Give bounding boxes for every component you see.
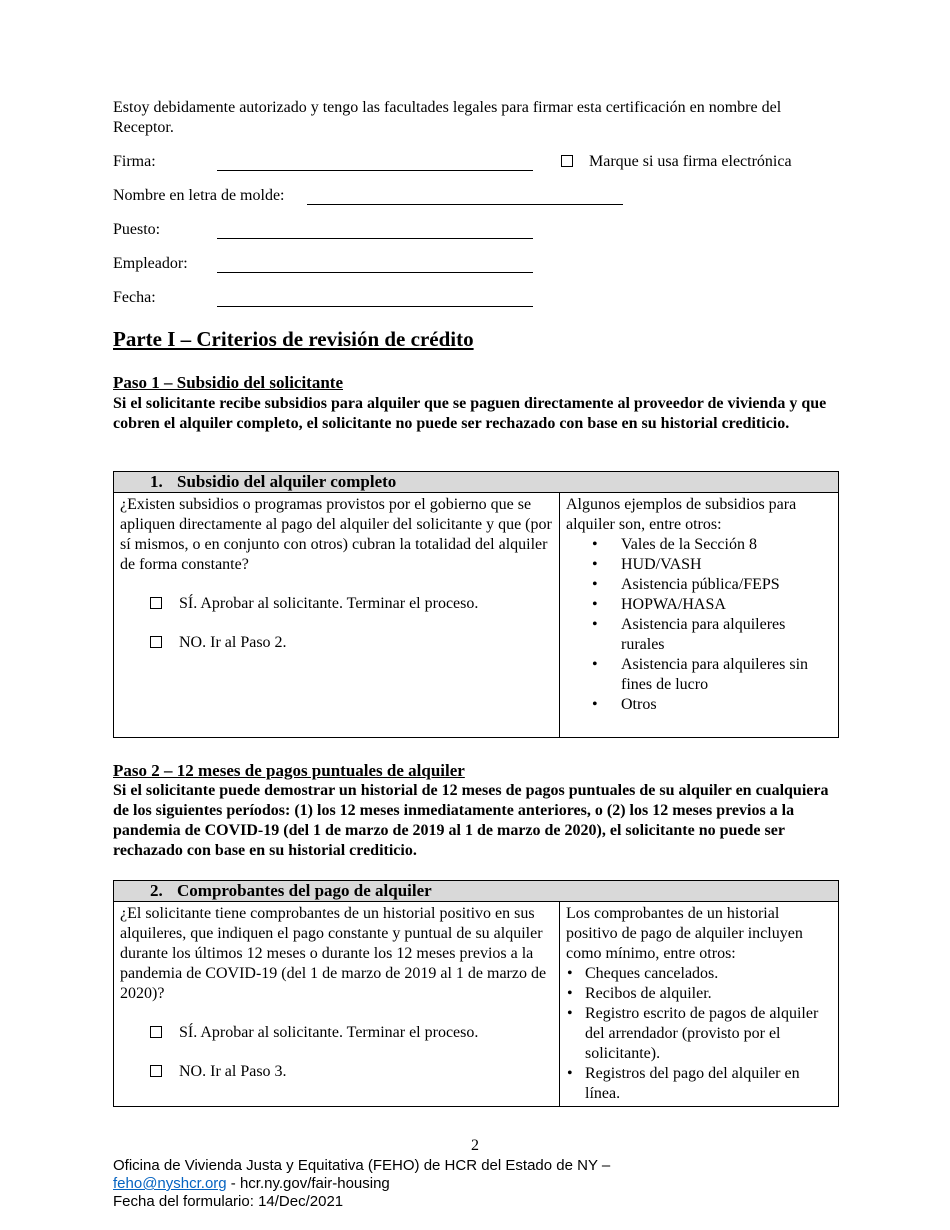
footer <box>113 1157 610 1211</box>
list-item: • Recibos de alquiler. <box>566 984 832 1004</box>
list-item: • Asistencia para alquileres rurales <box>566 615 832 655</box>
step2-no-label: NO. Ir al Paso 3. <box>179 1063 287 1080</box>
fecha-line[interactable] <box>217 306 533 307</box>
step1-table-number: 1. <box>150 472 163 491</box>
list-item: • HOPWA/HASA <box>566 595 832 615</box>
list-item: • Registro escrito de pagos de alquiler del arrendador (provisto por el solicitante). <box>566 1004 832 1064</box>
step2-proofs-cell <box>560 902 839 1107</box>
step1-examples-cell <box>560 493 839 738</box>
empleador-label: Empleador: <box>113 255 188 272</box>
step1-no-label: NO. Ir al Paso 2. <box>179 634 287 651</box>
list-item: • Registros del pago del alquiler en línea. <box>566 1064 832 1104</box>
page-number: 2 <box>471 1137 479 1154</box>
step1-title: Paso 1 – Subsidio del solicitante <box>113 373 344 392</box>
footer-email-link[interactable]: feho@nyshcr.org <box>113 1175 227 1192</box>
step1-examples-intro: Algunos ejemplos de subsidios para alquiler son, entre otros: <box>566 496 797 533</box>
step2-table-header <box>114 881 839 902</box>
fecha-label: Fecha: <box>113 289 156 306</box>
step2-proofs-intro: Los comprobantes de un historial positivo de pago de alquiler incluyen como mínimo, entre otros: <box>566 905 803 962</box>
step2-description: Si el solicitante puede demostrar un historial de 12 meses de pagos puntuales de su alquiler en cualquiera de los siguientes períodos: (1) los 12 meses inmediatamente anteriores, o (2) los 12 meses previos a la pandemia de COVID-19 (del 1 de marzo de 2019 al 1 de marzo de 2020), el solicitante no puede ser rechazado con base en su historial crediticio. <box>113 782 829 859</box>
electronic-signature-option[interactable] <box>561 153 792 171</box>
empleador-line[interactable] <box>217 272 533 273</box>
puesto-line[interactable] <box>217 238 533 239</box>
step2-yes-checkbox[interactable] <box>150 1026 162 1038</box>
step2-yes-option[interactable] <box>150 1023 553 1043</box>
step1-yes-label: SÍ. Aprobar al solicitante. Terminar el proceso. <box>179 595 479 612</box>
certification-statement: Estoy debidamente autorizado y tengo las facultades legales para firmar esta certificación en nombre del Receptor. <box>113 99 782 136</box>
footer-website: hcr.ny.gov/fair-housing <box>239 1175 390 1192</box>
step2-no-checkbox[interactable] <box>150 1065 162 1077</box>
footer-office: Oficina de Vivienda Justa y Equitativa (FEHO) de HCR del Estado de NY – <box>113 1157 611 1174</box>
step2-yes-label: SÍ. Aprobar al solicitante. Terminar el proceso. <box>179 1024 479 1041</box>
step1-question: ¿Existen subsidios o programas provistos por el gobierno que se apliquen directamente al pago del alquiler del solicitante y que (por sí mismos, o en conjunto con otros) cubran la totalidad del alquiler de forma constante? <box>120 496 552 573</box>
electronic-signature-label: Marque si usa firma electrónica <box>589 153 792 170</box>
electronic-signature-checkbox[interactable] <box>561 155 573 167</box>
firma-line[interactable] <box>217 170 533 171</box>
step1-examples-list <box>566 535 832 715</box>
list-item: • HUD/VASH <box>566 555 832 575</box>
step1-no-option[interactable] <box>150 633 553 653</box>
footer-contact <box>113 1175 610 1193</box>
step2-no-option[interactable] <box>150 1062 553 1082</box>
step2-table-number: 2. <box>150 881 163 900</box>
step1-no-checkbox[interactable] <box>150 636 162 648</box>
footer-separator: - <box>226 1175 240 1192</box>
firma-label: Firma: <box>113 153 156 170</box>
step2-question-cell <box>114 902 560 1107</box>
step1-table-header <box>114 472 839 493</box>
step1-table <box>113 471 839 738</box>
list-item: • Asistencia pública/FEPS <box>566 575 832 595</box>
list-item: • Asistencia para alquileres sin fines de lucro <box>566 655 832 695</box>
nombre-label: Nombre en letra de molde: <box>113 187 285 204</box>
step2-proofs-list <box>566 964 832 1104</box>
list-item: • Otros <box>566 695 832 715</box>
puesto-label: Puesto: <box>113 221 161 238</box>
step2-table <box>113 880 839 1107</box>
footer-form-date: Fecha del formulario: 14/Dec/2021 <box>113 1193 344 1210</box>
list-item: • Vales de la Sección 8 <box>566 535 832 555</box>
list-item: • Cheques cancelados. <box>566 964 832 984</box>
step1-yes-option[interactable] <box>150 594 553 614</box>
nombre-line[interactable] <box>307 204 623 205</box>
step2-question: ¿El solicitante tiene comprobantes de un historial positivo en sus alquileres, que indiquen el pago constante y puntual de su alquiler durante los últimos 12 meses o durante los 12 meses previos a la pandemia de COVID-19 (del 1 de marzo de 2019 al 1 de marzo de 2020)? <box>120 905 547 1002</box>
step1-table-heading: Subsidio del alquiler completo <box>177 472 397 491</box>
step1-yes-checkbox[interactable] <box>150 597 162 609</box>
part1-title: Parte I – Criterios de revisión de crédito <box>113 327 474 351</box>
step2-table-heading: Comprobantes del pago de alquiler <box>177 881 432 900</box>
step1-description: Si el solicitante recibe subsidios para alquiler que se paguen directamente al proveedor de vivienda y que cobren el alquiler completo, el solicitante no puede ser rechazado con base en su historial crediticio. <box>113 395 827 432</box>
step2-title: Paso 2 – 12 meses de pagos puntuales de alquiler <box>113 761 465 780</box>
step1-question-cell <box>114 493 560 738</box>
